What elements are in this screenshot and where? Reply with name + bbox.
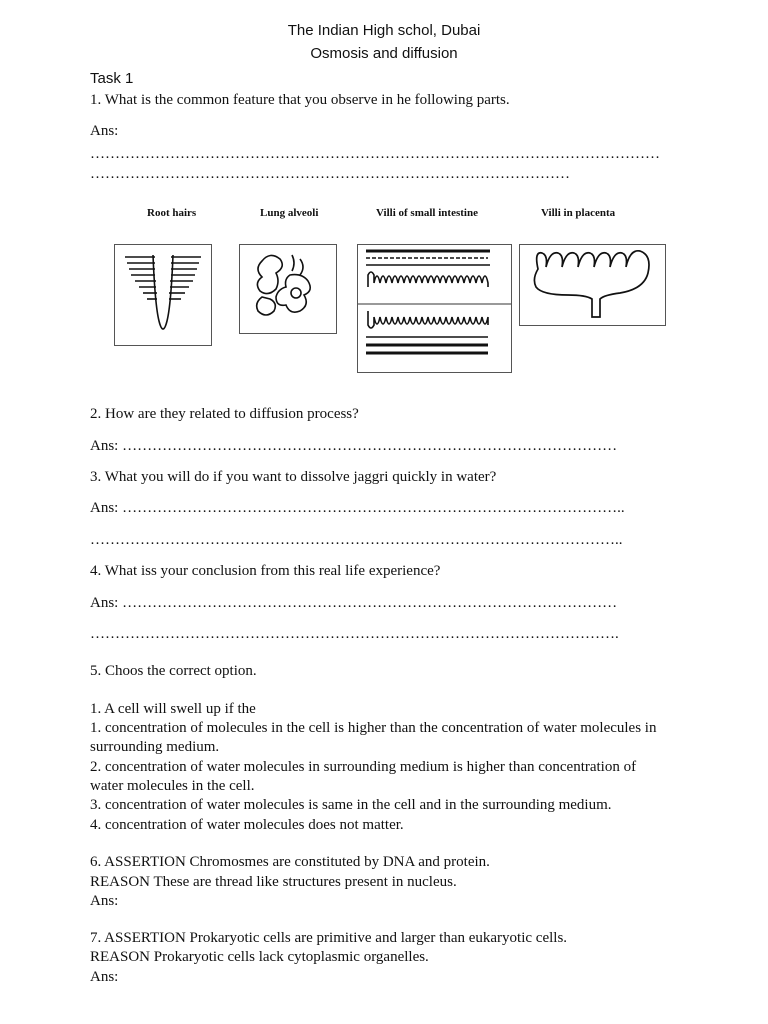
question-5-stem: 1. A cell will swell up if the [90, 701, 256, 717]
question-3: 3. What you will do if you want to dissolve jaggri quickly in water? [90, 469, 497, 485]
label-lung-alveoli: Lung alveoli [260, 207, 319, 219]
question-2: 2. How are they related to diffusion process? [90, 406, 359, 422]
answer-line-1a: …………………………………………………………………………………………………… [90, 146, 660, 162]
question-1: 1. What is the common feature that you observe in he following parts. [90, 92, 510, 108]
worksheet-title: Osmosis and diffusion [310, 45, 458, 62]
root-hairs-diagram [114, 244, 212, 346]
option-4: 4. concentration of water molecules does not matter. [90, 817, 404, 833]
intestine-villi-illustration [358, 245, 511, 372]
question-6-answer: Ans: [90, 893, 119, 909]
answer-line-1b: …………………………………………………………………………………… [90, 166, 570, 182]
placenta-villi-diagram [519, 244, 666, 326]
label-villi-intestine: Villi of small intestine [376, 207, 478, 219]
option-2-line-a: 2. concentration of water molecules in surrounding medium is higher than concentration of [90, 759, 637, 775]
answer-line-3b: …………………………………………………………………………………………….. [90, 532, 623, 548]
label-root-hairs: Root hairs [147, 207, 197, 219]
question-7-assertion: 7. ASSERTION Prokaryotic cells are primitive and larger than eukaryotic cells. [90, 930, 568, 946]
option-1-line-a: 1. concentration of molecules in the cell is higher than the concentration of water molecules in [90, 720, 657, 736]
option-1-line-b: surrounding medium. [90, 739, 220, 755]
placenta-villi-illustration [520, 245, 665, 325]
answer-label-1: Ans: [90, 123, 119, 139]
task-label: Task 1 [90, 70, 134, 87]
option-3: 3. concentration of water molecules is same in the cell and in the surrounding medium. [90, 797, 612, 813]
question-7-answer: Ans: [90, 969, 119, 985]
intestine-villi-diagram [357, 244, 512, 373]
label-villi-placenta: Villi in placenta [541, 207, 616, 219]
option-2-line-b: water molecules in the cell. [90, 778, 255, 794]
question-6-reason: REASON These are thread like structures present in nucleus. [90, 874, 457, 890]
answer-line-2: Ans: ……………………………………………………………………………………… [90, 438, 618, 454]
alveoli-illustration [240, 245, 336, 333]
question-7-reason: REASON Prokaryotic cells lack cytoplasmic organelles. [90, 949, 429, 965]
school-title: The Indian High schol, Dubai [287, 22, 481, 39]
question-5-title: 5. Choos the correct option. [90, 663, 257, 679]
answer-line-4a: Ans: ……………………………………………………………………………………… [90, 595, 618, 611]
question-4: 4. What iss your conclusion from this real life experience? [90, 563, 441, 579]
answer-line-3a: Ans: ……………………………………………………………………………………….. [90, 500, 625, 516]
answer-line-4b: ……………………………………………………………………………………………. [90, 626, 619, 642]
question-6-assertion: 6. ASSERTION Chromosmes are constituted by DNA and protein. [90, 854, 490, 870]
lung-alveoli-diagram [239, 244, 337, 334]
root-hairs-illustration [115, 245, 211, 345]
